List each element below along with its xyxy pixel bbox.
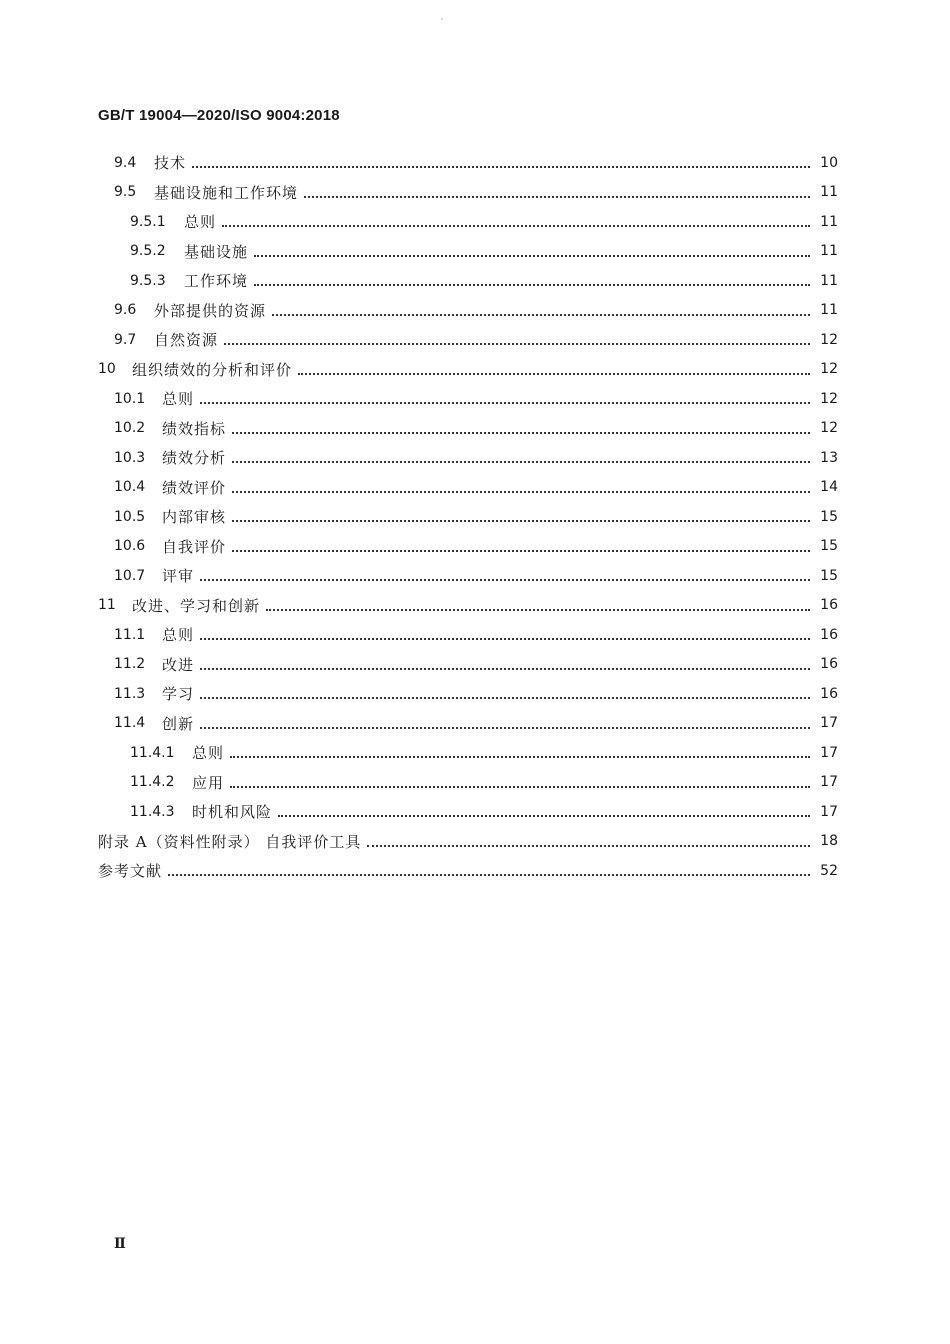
dot-leader: [232, 549, 810, 552]
toc-entry[interactable]: [98, 473, 838, 503]
toc-entry[interactable]: [98, 502, 838, 532]
toc-entry-page: 16: [820, 626, 838, 643]
toc-entry-page: 17: [820, 774, 838, 791]
toc-entry[interactable]: [98, 207, 838, 237]
toc-entry-title: 绩效指标: [162, 419, 227, 438]
toc-entry[interactable]: [98, 856, 838, 886]
toc-entry-title: 附录 A（资料性附录） 自我评价工具: [98, 832, 362, 851]
toc-entry-title: 自我评价: [162, 537, 227, 556]
toc-entry-number: 11: [98, 597, 116, 614]
toc-entry-page: 11: [820, 213, 838, 230]
dot-leader: [367, 844, 810, 847]
toc-entry-title: 参考文献: [98, 862, 163, 881]
toc-entry-page: 15: [820, 508, 838, 525]
toc-entry-number: 10.1: [114, 390, 146, 407]
toc-entry-page: 16: [820, 656, 838, 673]
dot-leader: [230, 755, 810, 758]
toc-entry[interactable]: [98, 561, 838, 591]
toc-entry[interactable]: [98, 266, 838, 296]
toc-entry-number: 10.7: [114, 567, 146, 584]
toc-entry-number: 11.2: [114, 656, 146, 673]
toc-entry[interactable]: [98, 768, 838, 798]
toc-entry-page: 12: [820, 361, 838, 378]
toc-entry-page: 17: [820, 803, 838, 820]
dot-leader: [278, 814, 810, 817]
toc-entry[interactable]: [98, 384, 838, 414]
toc-entry-number: 10.5: [114, 508, 146, 525]
dot-leader: [254, 254, 810, 257]
toc-entry[interactable]: [98, 532, 838, 562]
toc-entry-number: 9.4: [114, 154, 137, 171]
toc-entry-number: 11.4: [114, 715, 146, 732]
toc-entry-title: 时机和风险: [192, 803, 273, 822]
toc-entry[interactable]: [98, 620, 838, 650]
toc-entry-page: 12: [820, 420, 838, 437]
toc-entry-title: 创新: [162, 714, 195, 733]
toc-entry-page: 12: [820, 390, 838, 407]
toc-entry-page: 11: [820, 184, 838, 201]
toc-entry[interactable]: [98, 797, 838, 827]
toc-entry[interactable]: [98, 414, 838, 444]
dot-leader: [304, 195, 810, 198]
toc-entry-title: 应用: [192, 773, 225, 792]
toc-entry-title: 绩效评价: [162, 478, 227, 497]
toc-entry-number: 9.5.1: [130, 213, 166, 230]
toc-entry-page: 14: [820, 479, 838, 496]
dot-leader: [200, 726, 810, 729]
toc-entry[interactable]: [98, 355, 838, 385]
toc-entry-title: 改进、学习和创新: [132, 596, 261, 615]
toc-entry-number: 9.7: [114, 331, 137, 348]
toc-entry[interactable]: [98, 738, 838, 768]
toc-entry-number: 10.6: [114, 538, 146, 555]
dot-leader: [230, 785, 810, 788]
toc-entry-number: 11.4.1: [130, 744, 175, 761]
toc-entry-number: 11.1: [114, 626, 146, 643]
toc-entry-page: 18: [820, 833, 838, 850]
dot-leader: [200, 696, 810, 699]
dot-leader: [254, 283, 810, 286]
toc-entry-number: 9.5: [114, 184, 137, 201]
toc-entry-page: 12: [820, 331, 838, 348]
table-of-contents: [98, 148, 838, 886]
dot-leader: [232, 490, 810, 493]
toc-entry-page: 11: [820, 302, 838, 319]
toc-entry-title: 技术: [154, 154, 187, 173]
toc-entry-page: 15: [820, 538, 838, 555]
toc-entry-page: 10: [820, 154, 838, 171]
toc-entry-title: 自然资源: [154, 331, 219, 350]
dot-leader: [168, 873, 810, 876]
toc-entry-number: 9.6: [114, 302, 137, 319]
toc-entry[interactable]: [98, 325, 838, 355]
dot-leader: [272, 313, 810, 316]
dot-leader: [200, 401, 810, 404]
toc-entry-title: 外部提供的资源: [154, 301, 267, 320]
toc-entry-title: 总则: [162, 626, 195, 645]
dot-leader: [200, 667, 810, 670]
toc-entry-page: 11: [820, 272, 838, 289]
toc-entry-number: 10.3: [114, 449, 146, 466]
toc-entry-page: 52: [820, 862, 838, 879]
toc-entry[interactable]: [98, 591, 838, 621]
scan-speck: [441, 18, 443, 20]
toc-entry-title: 绩效分析: [162, 449, 227, 468]
dot-leader: [224, 342, 810, 345]
dot-leader: [232, 460, 810, 463]
dot-leader: [266, 608, 810, 611]
toc-entry-number: 9.5.3: [130, 272, 166, 289]
standard-number-header: GB/T 19004—2020/ISO 9004:2018: [98, 107, 340, 124]
toc-entry-title: 总则: [162, 390, 195, 409]
dot-leader: [298, 372, 810, 375]
toc-entry-page: 17: [820, 744, 838, 761]
toc-entry-title: 总则: [192, 744, 225, 763]
toc-entry-number: 10.2: [114, 420, 146, 437]
toc-entry-page: 17: [820, 715, 838, 732]
toc-entry-number: 11.4.2: [130, 774, 175, 791]
toc-entry[interactable]: [98, 827, 838, 857]
toc-entry-page: 13: [820, 449, 838, 466]
toc-entry-title: 总则: [184, 213, 217, 232]
dot-leader: [232, 519, 810, 522]
toc-entry-page: 15: [820, 567, 838, 584]
dot-leader: [200, 637, 810, 640]
toc-entry-title: 组织绩效的分析和评价: [132, 360, 293, 379]
toc-entry[interactable]: [98, 178, 838, 208]
toc-entry-title: 学习: [162, 685, 195, 704]
toc-entry-title: 基础设施和工作环境: [154, 183, 299, 202]
toc-entry-title: 内部审核: [162, 508, 227, 527]
toc-entry-number: 9.5.2: [130, 243, 166, 260]
toc-entry-number: 11.3: [114, 685, 146, 702]
toc-entry[interactable]: [98, 296, 838, 326]
toc-entry[interactable]: [98, 443, 838, 473]
toc-entry[interactable]: [98, 709, 838, 739]
toc-entry-page: 16: [820, 685, 838, 702]
toc-entry-number: 10.4: [114, 479, 146, 496]
toc-entry-title: 基础设施: [184, 242, 249, 261]
dot-leader: [222, 224, 810, 227]
toc-entry[interactable]: [98, 237, 838, 267]
toc-entry[interactable]: [98, 148, 838, 178]
toc-entry[interactable]: [98, 650, 838, 680]
toc-entry-title: 改进: [162, 655, 195, 674]
toc-entry-page: 16: [820, 597, 838, 614]
toc-entry[interactable]: [98, 679, 838, 709]
dot-leader: [232, 431, 810, 434]
toc-entry-page: 11: [820, 243, 838, 260]
toc-entry-title: 评审: [162, 567, 195, 586]
toc-entry-title: 工作环境: [184, 272, 249, 291]
toc-entry-number: 11.4.3: [130, 803, 175, 820]
page-number-footer: Ⅱ: [114, 1236, 126, 1252]
dot-leader: [200, 578, 810, 581]
dot-leader: [192, 165, 810, 168]
toc-entry-number: 10: [98, 361, 116, 378]
